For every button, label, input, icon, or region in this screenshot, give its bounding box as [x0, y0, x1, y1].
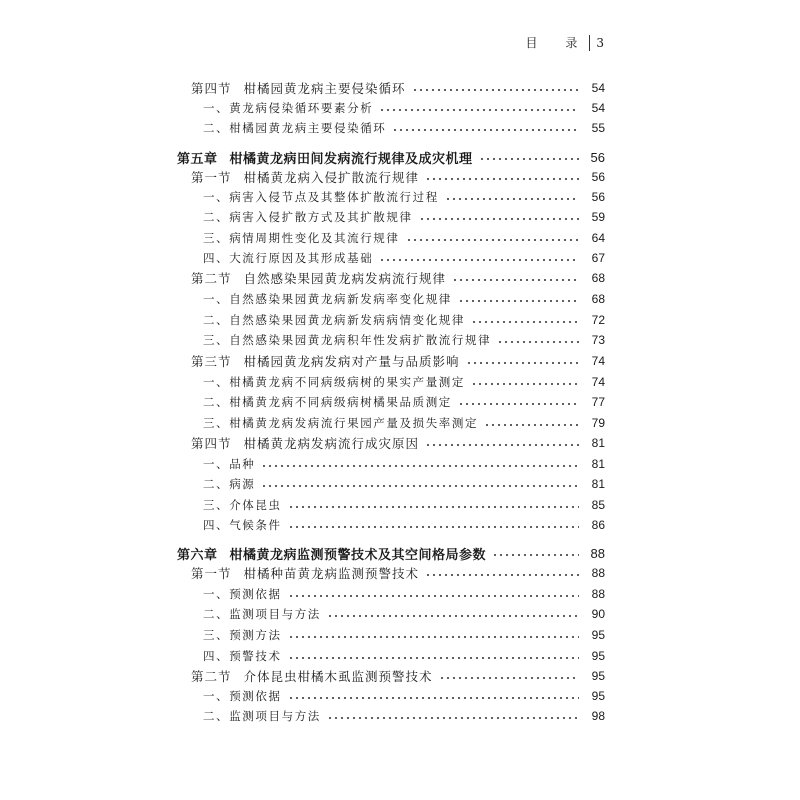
- entry-title: 柑橘种苗黄龙病监测预警技术: [243, 566, 420, 581]
- entry-page-number: 90: [591, 607, 605, 621]
- entry-label: [203, 648, 282, 664]
- entry-page-number: 68: [591, 292, 605, 306]
- entry-label: [191, 667, 433, 685]
- dot-leader: [484, 423, 579, 427]
- toc-item-entry[interactable]: [203, 706, 605, 726]
- entry-page-number: 56: [591, 190, 605, 204]
- entry-page-number: 72: [591, 313, 605, 327]
- entry-title: 一、柑橘黄龙病不同病级病树的果实产量测定: [203, 375, 465, 389]
- entry-title: 二、监测项目与方法: [203, 607, 321, 621]
- entry-label: [203, 312, 465, 328]
- entry-page-number: 64: [591, 231, 605, 245]
- dot-leader: [288, 656, 579, 660]
- entry-title: 二、病源: [203, 477, 256, 491]
- dot-leader: [452, 278, 579, 282]
- toc-item-entry[interactable]: [203, 686, 605, 706]
- entry-label: [203, 606, 321, 622]
- entry-page-number: 95: [591, 649, 605, 663]
- entry-title: 三、自然感染果园黄龙病积年性发病扩散流行规律: [203, 333, 492, 347]
- entry-label: [191, 434, 419, 452]
- entry-title: 三、预测方法: [203, 628, 282, 642]
- entry-title: 一、品种: [203, 457, 256, 471]
- entry-title: 柑橘黄龙病田间发病流行规律及成灾机理: [229, 151, 473, 167]
- entry-label: [203, 476, 255, 492]
- entry-title: 柑橘黄龙病入侵扩散流行规律: [243, 170, 420, 185]
- entry-title: 四、大流行原因及其形成基础: [203, 251, 374, 265]
- entry-title: 柑橘黄龙病监测预警技术及其空间格局参数: [229, 547, 487, 563]
- entry-number: 第二节: [191, 271, 232, 286]
- entry-title: 介体昆虫柑橘木虱监测预警技术: [243, 669, 433, 684]
- entry-title: 柑橘黄龙病发病流行成灾原因: [243, 436, 420, 451]
- entry-page-number: 81: [591, 477, 605, 491]
- entry-page-number: 73: [591, 333, 605, 347]
- entry-title: 一、预测依据: [203, 587, 282, 601]
- toc-item-entry[interactable]: [203, 248, 605, 268]
- toc-section-entry[interactable]: [191, 563, 605, 583]
- toc-item-entry[interactable]: [203, 646, 605, 666]
- toc-item-entry[interactable]: [203, 118, 605, 138]
- dot-leader: [458, 402, 579, 406]
- entry-number: 第一节: [191, 170, 232, 185]
- dot-leader: [492, 553, 579, 557]
- entry-label: [203, 189, 439, 205]
- header-divider: [589, 35, 590, 51]
- entry-title: 二、柑橘园黄龙病主要侵染循环: [203, 121, 387, 135]
- entry-page-number: 59: [591, 210, 605, 224]
- header-page-number: 3: [596, 35, 604, 50]
- toc-item-entry[interactable]: [203, 207, 605, 227]
- dot-leader: [288, 594, 579, 598]
- entry-title: 三、柑橘黄龙病发病流行果园产量及损失率测定: [203, 416, 479, 430]
- toc-chapter-entry[interactable]: [177, 147, 605, 167]
- entry-label: [203, 332, 491, 348]
- dot-leader: [497, 340, 579, 344]
- entry-label: [177, 544, 486, 563]
- dot-leader: [471, 382, 579, 386]
- dot-leader: [466, 361, 579, 365]
- entry-label: [203, 394, 452, 410]
- entry-label: [191, 269, 446, 287]
- dot-leader: [412, 88, 579, 92]
- entry-label: [203, 586, 282, 602]
- entry-page-number: 95: [591, 669, 605, 683]
- entry-title: 一、自然感染果园黄龙病新发病率变化规律: [203, 292, 452, 306]
- dot-leader: [261, 484, 579, 488]
- dot-leader: [425, 443, 579, 447]
- entry-label: [203, 415, 478, 431]
- entry-page-number: 54: [591, 101, 605, 115]
- running-header: [526, 34, 604, 51]
- toc-item-entry[interactable]: [203, 310, 605, 330]
- entry-label: [203, 456, 255, 472]
- entry-title: 柑橘园黄龙病主要侵染循环: [243, 81, 406, 96]
- dot-leader: [419, 217, 579, 221]
- entry-title: 二、监测项目与方法: [203, 709, 321, 723]
- dot-leader: [327, 716, 579, 720]
- toc-item-entry[interactable]: [203, 454, 605, 474]
- dot-leader: [471, 320, 579, 324]
- entry-number: 第一节: [191, 566, 232, 581]
- entry-label: [191, 564, 419, 582]
- toc-section-entry[interactable]: [191, 78, 605, 98]
- entry-page-number: 54: [591, 81, 605, 95]
- toc-item-entry[interactable]: [203, 330, 605, 350]
- dot-leader: [392, 128, 579, 132]
- toc-item-entry[interactable]: [203, 604, 605, 624]
- dot-leader: [288, 505, 579, 509]
- entry-page-number: 95: [591, 689, 605, 703]
- dot-leader: [288, 635, 579, 639]
- entry-number: 第六章: [177, 547, 218, 563]
- dot-leader: [406, 238, 580, 242]
- entry-label: [191, 168, 419, 186]
- entry-page-number: 98: [591, 709, 605, 723]
- entry-label: [203, 230, 400, 246]
- dot-leader: [439, 676, 579, 680]
- toc-item-entry[interactable]: [203, 584, 605, 604]
- entry-label: [203, 708, 321, 724]
- entry-label: [203, 497, 282, 513]
- toc-chapter-entry[interactable]: [177, 543, 605, 563]
- entry-label: [203, 374, 465, 390]
- entry-label: [203, 209, 413, 225]
- header-title: 目 录: [525, 36, 590, 50]
- entry-label: [203, 688, 282, 704]
- dot-leader: [379, 108, 579, 112]
- dot-leader: [379, 258, 579, 262]
- toc-item-entry[interactable]: [203, 515, 605, 535]
- dot-leader: [458, 299, 579, 303]
- toc-item-entry[interactable]: [203, 187, 605, 207]
- entry-page-number: 88: [591, 587, 605, 601]
- entry-label: [203, 100, 373, 116]
- entry-page-number: 74: [591, 354, 605, 368]
- entry-title: 二、柑橘黄龙病不同病级病树橘果品质测定: [203, 395, 452, 409]
- entry-number: 第四节: [191, 436, 232, 451]
- entry-page-number: 77: [591, 395, 605, 409]
- toc-section-entry[interactable]: [191, 351, 605, 371]
- toc-item-entry[interactable]: [203, 289, 605, 309]
- toc-item-entry[interactable]: [203, 98, 605, 118]
- entry-title: 四、气候条件: [203, 518, 282, 532]
- entry-number: 第二节: [191, 669, 232, 684]
- entry-page-number: 88: [591, 566, 605, 580]
- entry-page-number: 95: [591, 628, 605, 642]
- entry-label: [203, 250, 373, 266]
- toc-item-entry[interactable]: [203, 228, 605, 248]
- dot-leader: [288, 525, 579, 529]
- entry-title: 二、病害入侵扩散方式及其扩散规律: [203, 210, 413, 224]
- entry-page-number: 79: [591, 416, 605, 430]
- entry-label: [203, 120, 386, 136]
- toc-section-entry[interactable]: [191, 666, 605, 686]
- dot-leader: [288, 696, 579, 700]
- toc-section-entry[interactable]: [191, 268, 605, 288]
- entry-title: 二、自然感染果园黄龙病新发病病情变化规律: [203, 313, 465, 327]
- entry-label: [191, 352, 460, 370]
- toc-item-entry[interactable]: [203, 625, 605, 645]
- entry-label: [177, 148, 473, 167]
- dot-leader: [425, 177, 579, 181]
- entry-number: 第五章: [177, 151, 218, 167]
- entry-page-number: 81: [591, 436, 605, 450]
- entry-title: 三、病情周期性变化及其流行规律: [203, 231, 400, 245]
- entry-title: 一、预测依据: [203, 689, 282, 703]
- entry-number: 第三节: [191, 354, 232, 369]
- toc-item-entry[interactable]: [203, 495, 605, 515]
- dot-leader: [425, 573, 579, 577]
- entry-page-number: 56: [591, 170, 605, 184]
- entry-number: 第四节: [191, 81, 232, 96]
- entry-page-number: 55: [591, 121, 605, 135]
- dot-leader: [327, 614, 579, 618]
- toc-item-entry[interactable]: [203, 474, 605, 494]
- entry-page-number: 56: [590, 149, 605, 165]
- entry-label: [203, 291, 452, 307]
- entry-page-number: 81: [591, 457, 605, 471]
- toc-item-entry[interactable]: [203, 413, 605, 433]
- entry-title: 四、预警技术: [203, 649, 282, 663]
- entry-title: 自然感染果园黄龙病发病流行规律: [243, 271, 447, 286]
- dot-leader: [445, 197, 579, 201]
- dot-leader: [261, 464, 579, 468]
- entry-title: 一、病害入侵节点及其整体扩散流行过程: [203, 190, 439, 204]
- toc-section-entry[interactable]: [191, 433, 605, 453]
- entry-page-number: 85: [591, 498, 605, 512]
- toc-item-entry[interactable]: [203, 372, 605, 392]
- entry-page-number: 86: [591, 518, 605, 532]
- entry-label: [203, 517, 282, 533]
- toc-item-entry[interactable]: [203, 392, 605, 412]
- entry-page-number: 74: [591, 375, 605, 389]
- toc-section-entry[interactable]: [191, 167, 605, 187]
- entry-page-number: 88: [590, 545, 605, 561]
- entry-title: 三、介体昆虫: [203, 498, 282, 512]
- entry-page-number: 68: [591, 271, 605, 285]
- entry-label: [203, 627, 282, 643]
- dot-leader: [479, 157, 579, 161]
- entry-title: 一、黄龙病侵染循环要素分析: [203, 101, 374, 115]
- entry-label: [191, 79, 406, 97]
- entry-title: 柑橘园黄龙病发病对产量与品质影响: [243, 354, 460, 369]
- entry-page-number: 67: [591, 251, 605, 265]
